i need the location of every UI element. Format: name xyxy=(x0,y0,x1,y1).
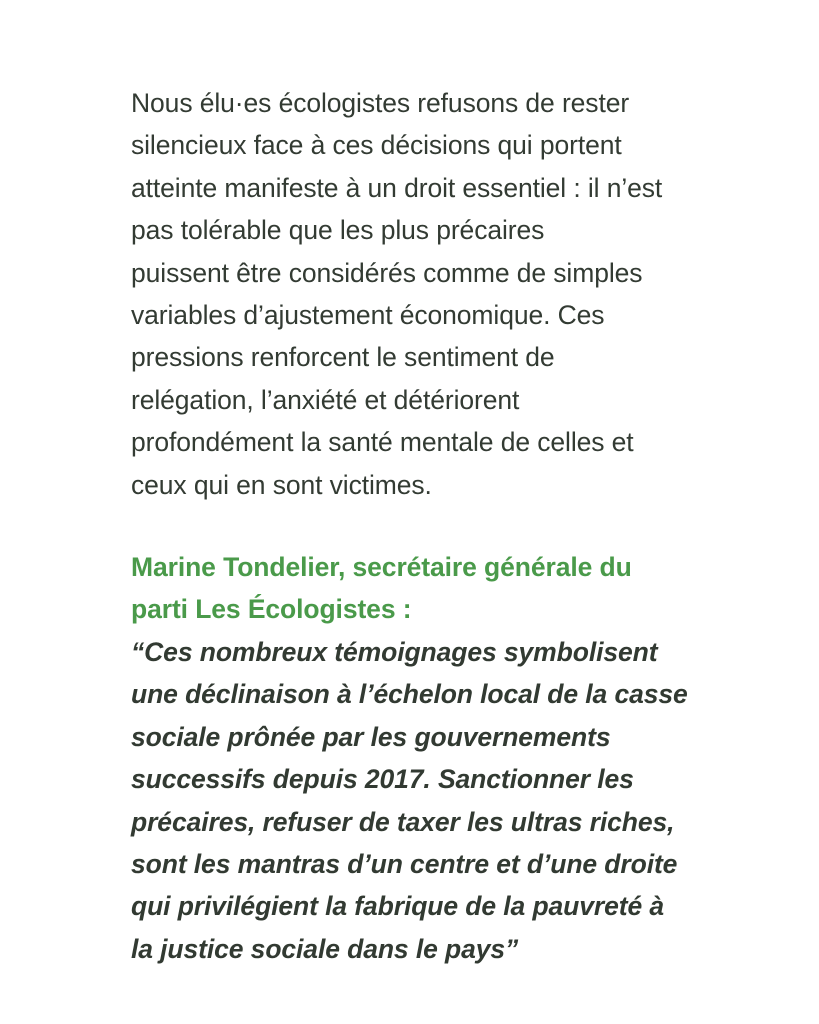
paragraph-line: silencieux face à ces décisions qui portent xyxy=(131,130,622,161)
speaker-line: parti Les Écologistes : xyxy=(131,594,412,625)
paragraph-line: relégation, l’anxiété et détériorent xyxy=(131,384,520,415)
quote-line: qui privilégient la fabrique de la pauvreté à xyxy=(131,891,665,922)
quote-line: sociale prônée par les gouvernements xyxy=(131,721,611,752)
speaker-line: Marine Tondelier, secrétaire générale du xyxy=(131,552,632,583)
paragraph-line: puissent être considérés comme de simples xyxy=(131,257,643,288)
quote-line: “Ces nombreux témoignages symbolisent xyxy=(131,636,658,667)
body-paragraph xyxy=(131,82,771,506)
article-content xyxy=(131,82,771,970)
paragraph-line: variables d’ajustement économique. Ces xyxy=(131,300,605,331)
quote-line: une déclinaison à l’échelon local de la casse xyxy=(131,679,688,710)
quote-speaker xyxy=(131,546,771,631)
paragraph-line: Nous élu·es écologistes refusons de rester xyxy=(131,88,630,118)
paragraph-line: ceux qui en sont victimes. xyxy=(131,469,432,500)
paragraph-line: atteinte manifeste à un droit essentiel : il n’est xyxy=(131,172,663,203)
paragraph-line: pas tolérable que les plus précaires xyxy=(131,215,545,246)
paragraph-line: profondément la santé mentale de celles et xyxy=(131,427,634,458)
quote-line: successifs depuis 2017. Sanctionner les xyxy=(131,764,634,795)
paragraph-line: pressions renforcent le sentiment de xyxy=(131,342,555,373)
quote-line: la justice sociale dans le pays” xyxy=(131,933,519,964)
quote-line: précaires, refuser de taxer les ultras riches, xyxy=(131,806,675,837)
quote-line: sont les mantras d’un centre et d’une droite xyxy=(131,848,678,879)
quote-text xyxy=(131,631,771,970)
